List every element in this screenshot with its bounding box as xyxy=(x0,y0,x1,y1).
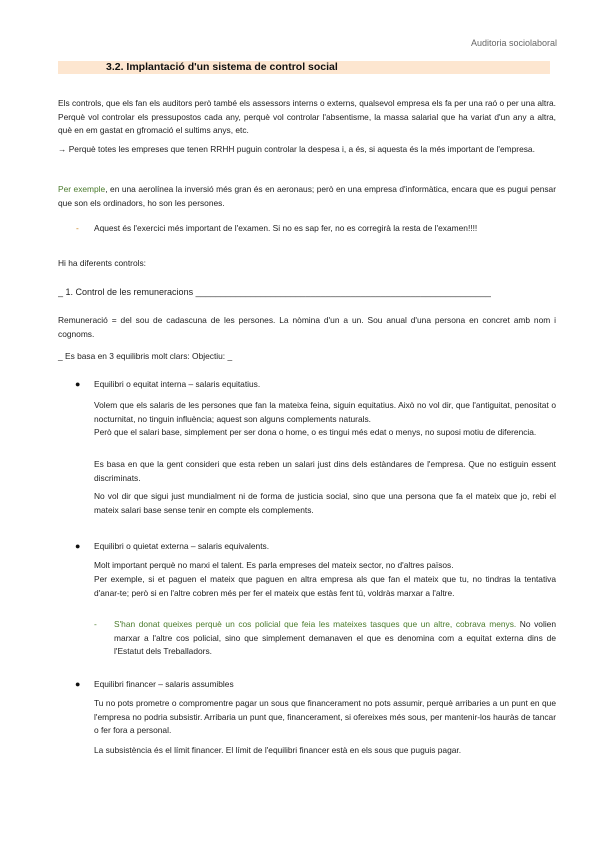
equilibri-intern-title: Equilibri o equitat interna – salaris equitatius. xyxy=(94,379,261,389)
dash-bullet: - xyxy=(76,223,79,233)
paragraph-controls-list: Hi ha diferents controls: xyxy=(58,258,146,268)
equilibri-financer-text: La subsistència és el límit financer. El límit de l'equilibri financer està en els sous que puguis pagar. xyxy=(94,745,462,755)
equilibri-extern-text: Per exemple, si et paguen el mateix que paguen en altra empresa als que fan el mateix que tu, no tindras la tentativa d'anar-te; però si en l'altre cobren més per fer el mateix que estàs fent tú, voldràs marxar a l'altre. xyxy=(94,574,556,598)
paragraph-example xyxy=(58,183,556,210)
equilibri-intern-text: Volem que els salaris de les persones que fan la mateixa feina, siguin equitatius. Això no vol dir, que l'antiguitat, penositat o nocturnitat, no tinguin influència; aquest son alguns complements naturals. xyxy=(94,400,556,424)
running-header: Auditoria sociolaboral xyxy=(470,38,557,48)
equilibri-intern-text: Es basa en que la gent consideri que esta reben un salari just dins dels estàndares de l'empresa. Que no estiguin essent discriminats. xyxy=(94,459,556,483)
equilibri-extern-text: Molt important perquè no marxi el talent. Es parla empreses del mateix sector, no d'altres països. xyxy=(94,560,454,570)
police-note-text: No volien marxar a l'altre cos policial, sino que simplement demanaven el que es denomina com a equitat externa dins de l'Estatut dels Treballadors. xyxy=(114,619,556,657)
police-note xyxy=(114,618,556,659)
bullet-dot: ● xyxy=(75,679,81,689)
exam-note: Aquest és l'exercici més important de l'examen. Si no es sap fer, no es corregirà la resta de l'examen!!!! xyxy=(94,223,478,233)
equilibri-intern-text: Però que el salari base, simplement per ser dona o home, o es tingui més edat o menys, no suposi motiu de diferencia. xyxy=(94,427,537,437)
police-note-highlight: S'han donat queixes perquè un cos policial que feia les mateixes tasques que un altre, cobrava menys. xyxy=(114,619,517,629)
equilibri-financer-title: Equilibri financer – salaris assumibles xyxy=(94,679,234,689)
equilibri-intern-text: No vol dir que sigui just mundialment ni de forma de justicia social, sino que una persona que fa el mateix que jo, rebi el mateix salari base sense tenir en compte els complements. xyxy=(94,491,556,515)
equilibri-financer-text: Tu no pots prometre o compromentre pagar un sous que financerament no pots assumir, perquè arribaries a un punt en que l'empresa no podria subsistir. Arribaria un punt que, financerament, si ofereixes més sous, per mantenir-los hauràs de tancar o fer fora a personal. xyxy=(94,698,556,736)
paragraph-rrhh: → Perquè totes les empreses que tenen RRHH puguin controlar la despesa i, a és, si aquesta és la més important de l'empresa. xyxy=(58,144,535,154)
example-text: , en una aerolínea la inversió més gran és en aeronaus; però en una empresa d'informàtica, encara que es pugui pensar que son els ordinadors, ho son les persones. xyxy=(58,184,556,208)
equilibri-extern-title: Equilibri o quietat externa – salaris equivalents. xyxy=(94,541,270,551)
example-lead: Per exemple xyxy=(58,184,106,194)
paragraph-controls-intro: Els controls, que els fan els auditors però també els assessors interns o externs, qualsevol empresa els fa per una raó o per una altra. Perquè vol controlar els pressupostos cada any, perquè vol controlar l'absentisme, la massa salarial que ha variat d'un any a altra, què en em gastat en gfromació el sultims anys, etc. xyxy=(58,98,556,136)
control-heading: _ 1. Control de les remuneracions ___________________________________________________________ xyxy=(58,287,491,297)
dash-bullet: - xyxy=(94,619,97,629)
bullet-dot: ● xyxy=(75,541,81,551)
section-title: 3.2. Implantació d'un sistema de control social xyxy=(106,61,338,73)
paragraph-remuneracio: Remuneració = del sou de cadascuna de les persones. La nòmina d'un a un. Sou anual d'una persona en concret amb nom i cognoms. xyxy=(58,315,556,339)
bullet-dot: ● xyxy=(75,379,81,389)
paragraph-equilibris: _ Es basa en 3 equilibris molt clars: Objectiu: _ xyxy=(58,351,233,361)
